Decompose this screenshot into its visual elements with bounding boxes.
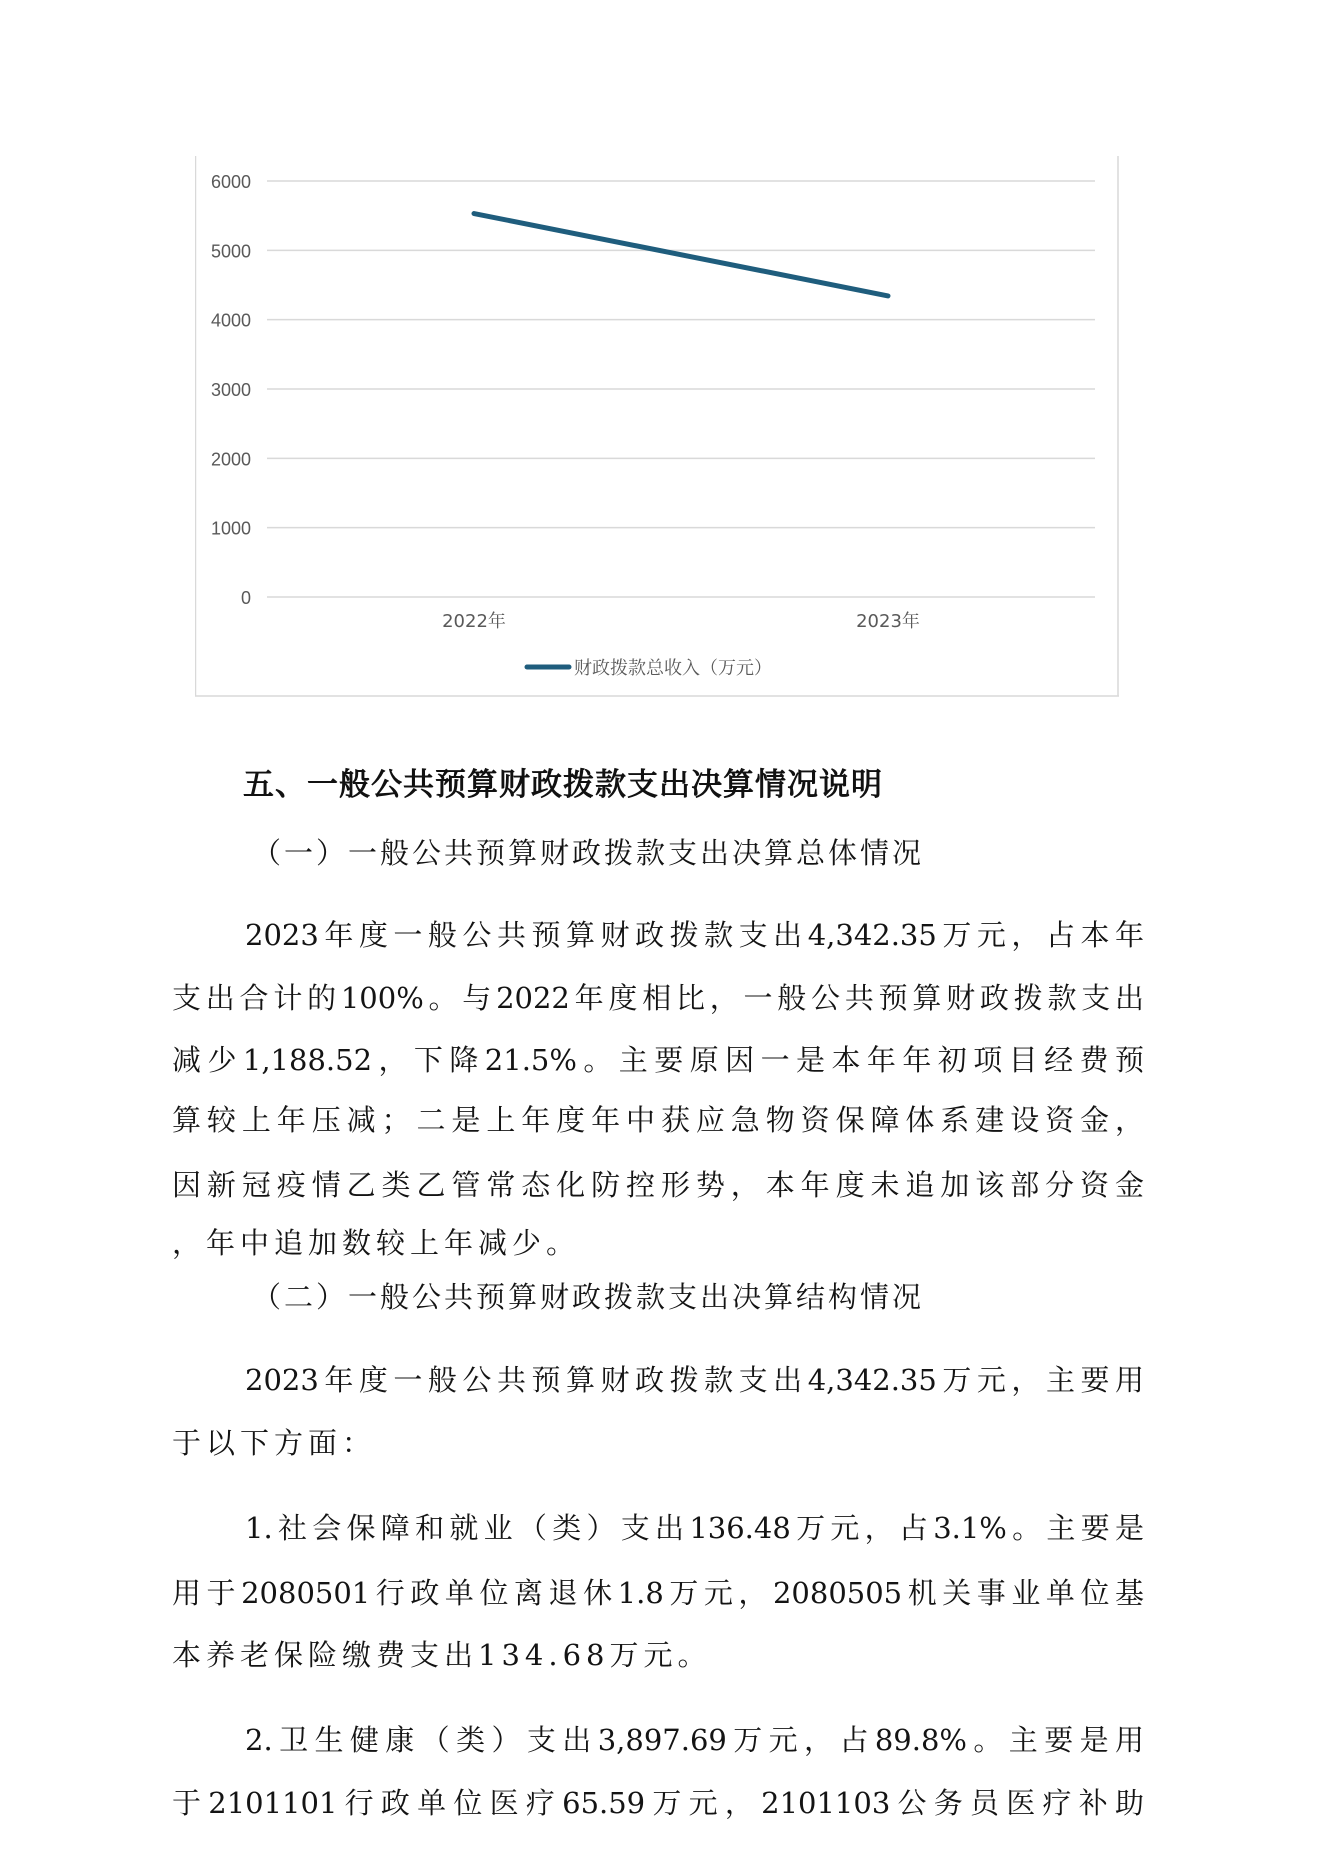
item-1-line: 1.社会保障和就业（类）支出136.48万元，占3.1%。主要是	[245, 1511, 1144, 1545]
y-tick-label: 3000	[210, 380, 251, 400]
gridlines	[267, 181, 1095, 597]
y-tick-label: 1000	[210, 518, 251, 539]
chart-svg	[195, 156, 1119, 697]
legend-label: 财政拨款总收入（万元）	[574, 658, 772, 679]
y-tick-label: 6000	[210, 172, 251, 192]
x-tick-label: 2022年	[442, 611, 506, 632]
series	[474, 213, 888, 296]
y-tick-labels	[211, 172, 251, 608]
subsection-heading-1: （一）一般公共预算财政拨款支出决算总体情况	[252, 836, 925, 870]
paragraph-1-line: 因新冠疫情乙类乙管常态化防控形势，本年度未追加该部分资金	[172, 1168, 1144, 1202]
item-2-line: 于2101101行政单位医疗65.59万元，2101103公务员医疗补助	[172, 1786, 1144, 1820]
x-tick-label: 2023年	[856, 611, 920, 632]
y-tick-label: 5000	[210, 241, 251, 262]
series-line	[474, 214, 888, 296]
section-heading: 五、一般公共预算财政拨款支出决算情况说明	[243, 767, 883, 803]
item-1-line: 本养老保险缴费支出134.68万元。	[172, 1638, 712, 1672]
paragraph-2-line: 2023年度一般公共预算财政拨款支出4,342.35万元，主要用	[245, 1363, 1144, 1397]
paragraph-1-line: 减少1,188.52，下降21.5%。主要原因一是本年年初项目经费预	[172, 1043, 1144, 1077]
y-tick-label: 0	[240, 588, 251, 608]
item-1-line: 用于2080501行政单位离退休1.8万元，2080505机关事业单位基	[172, 1576, 1144, 1610]
x-tick-labels	[442, 610, 920, 632]
paragraph-1-line: 算较上年压减；二是上年度年中获应急物资保障体系建设资金，	[172, 1103, 1144, 1137]
paragraph-1-line: 支出合计的100%。与2022年度相比，一般公共预算财政拨款支出	[172, 981, 1144, 1015]
line-chart	[195, 156, 1119, 697]
legend	[527, 658, 772, 679]
item-2-line: 2.卫生健康（类）支出3,897.69万元，占89.8%。主要是用	[245, 1723, 1144, 1757]
paragraph-1-line: 2023年度一般公共预算财政拨款支出4,342.35万元，占本年	[245, 918, 1144, 952]
paragraph-1-line: ，年中追加数较上年减少。	[172, 1226, 581, 1260]
paragraph-2-line: 于以下方面：	[172, 1426, 377, 1460]
y-tick-label: 4000	[210, 310, 251, 331]
y-tick-label: 2000	[210, 449, 251, 470]
subsection-heading-2: （二）一般公共预算财政拨款支出决算结构情况	[252, 1280, 925, 1314]
